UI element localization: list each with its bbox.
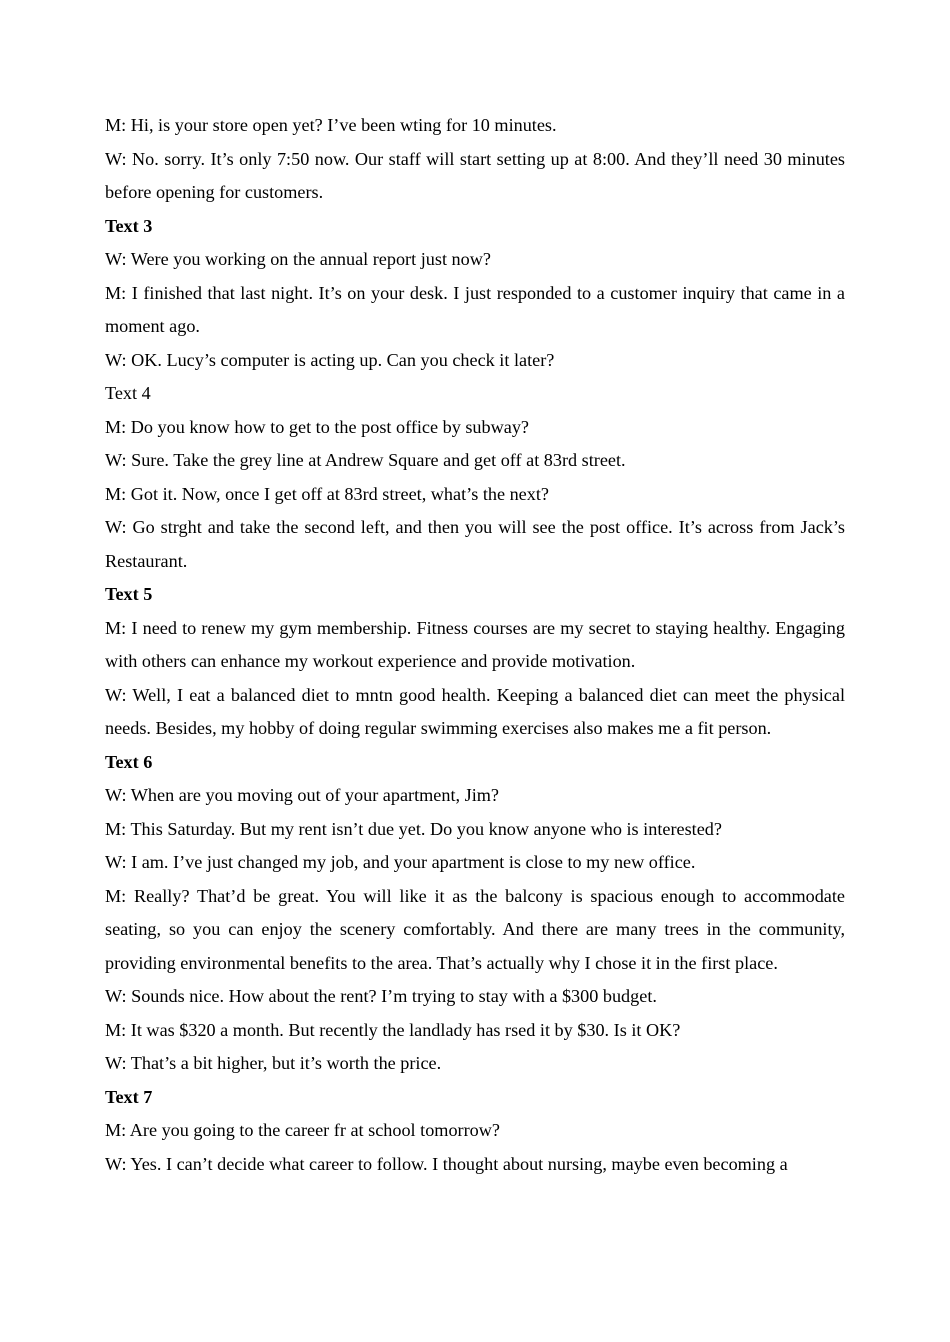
dialogue-paragraph: W: No. sorry. It’s only 7:50 now. Our staff will start setting up at 8:00. And they’ll need 30 minutes before opening for customers. xyxy=(105,148,845,202)
dialogue-paragraph: W: Sounds nice. How about the rent? I’m trying to stay with a $300 budget. xyxy=(105,986,657,1006)
dialogue-paragraph: W: Go strght and take the second left, and then you will see the post office. It’s across from Jack’s Restaurant. xyxy=(105,517,845,571)
dialogue-paragraph: W: Were you working on the annual report just now? xyxy=(105,249,491,269)
dialogue-paragraph: W: When are you moving out of your apartment, Jim? xyxy=(105,785,499,805)
document-page xyxy=(105,109,845,1181)
dialogue-paragraph: W: I am. I’ve just changed my job, and your apartment is close to my new office. xyxy=(105,852,696,872)
dialogue-paragraph: W: Sure. Take the grey line at Andrew Square and get off at 83rd street. xyxy=(105,450,626,470)
section-heading: Text 4 xyxy=(105,383,151,403)
dialogue-paragraph: M: It was $320 a month. But recently the landlady has rsed it by $30. Is it OK? xyxy=(105,1019,681,1040)
dialogue-paragraph: W: That’s a bit higher, but it’s worth the price. xyxy=(105,1053,442,1073)
dialogue-paragraph: M: Hi, is your store open yet? I’ve been wting for 10 minutes. xyxy=(105,115,557,135)
dialogue-paragraph: M: Really? That’d be great. You will like it as the balcony is spacious enough to accommodate seating, so you can enjoy the scenery comfortably. And there are many trees in the community, providing environmental benefits to the area. That’s actually why I chose it in the first place. xyxy=(105,885,845,973)
section-heading: Text 5 xyxy=(105,584,153,604)
dialogue-paragraph: M: Got it. Now, once I get off at 83rd street, what’s the next? xyxy=(105,483,549,504)
dialogue-paragraph: M: Do you know how to get to the post office by subway? xyxy=(105,416,529,437)
section-heading: Text 7 xyxy=(105,1086,153,1107)
dialogue-paragraph: M: I need to renew my gym membership. Fitness courses are my secret to staying healthy. Engaging with others can enhance my workout experience and provide motivation. xyxy=(105,617,845,671)
dialogue-paragraph: M: I finished that last night. It’s on your desk. I just responded to a customer inquiry that came in a moment ago. xyxy=(105,282,845,336)
dialogue-paragraph: M: Are you going to the career fr at school tomorrow? xyxy=(105,1120,500,1140)
section-heading: Text 3 xyxy=(105,215,153,236)
section-heading: Text 6 xyxy=(105,751,153,772)
dialogue-paragraph: M: This Saturday. But my rent isn’t due yet. Do you know anyone who is interested? xyxy=(105,818,722,839)
dialogue-paragraph: W: Well, I eat a balanced diet to mntn good health. Keeping a balanced diet can meet the physical needs. Besides, my hobby of doing regular swimming exercises also makes me a fit person. xyxy=(105,684,845,738)
dialogue-paragraph: W: Yes. I can’t decide what career to follow. I thought about nursing, maybe even becoming a xyxy=(105,1153,788,1174)
dialogue-paragraph: W: OK. Lucy’s computer is acting up. Can you check it later? xyxy=(105,349,555,370)
